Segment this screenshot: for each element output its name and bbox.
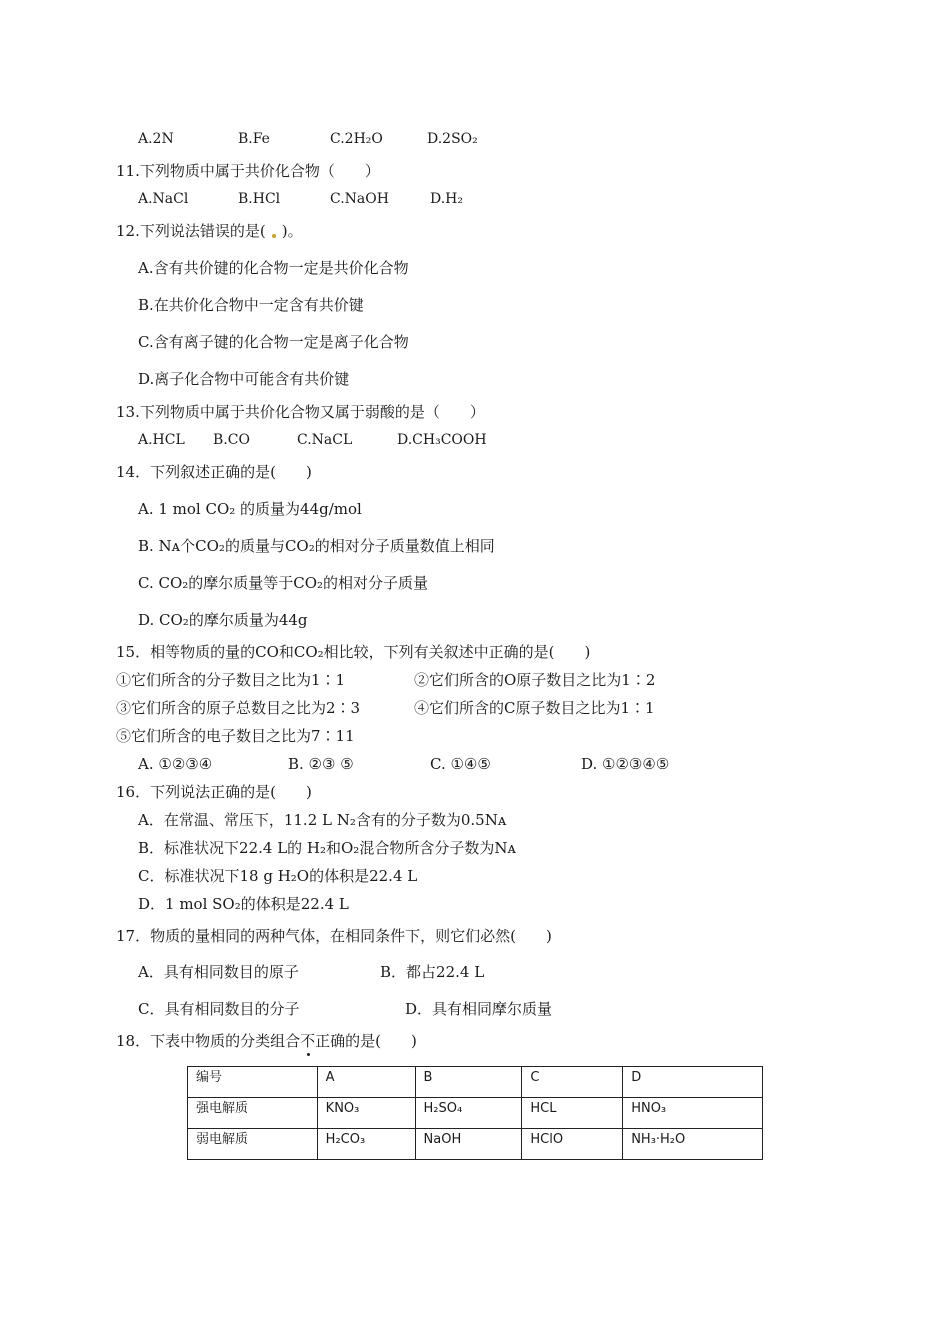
- q18-stem-emphasis: 不: [300, 1032, 316, 1050]
- q15-statement-3: ③它们所含的原子总数目之比为2∶3: [116, 699, 361, 717]
- q17-option-b: B．都占22.4 L: [380, 963, 485, 981]
- q14-option-c: C. CO₂的摩尔质量等于CO₂的相对分子质量: [138, 574, 429, 592]
- q18-stem-start: 18．下表中物质的分类组合: [116, 1032, 301, 1050]
- ink-dot-mark: [272, 234, 276, 238]
- q13-option-a: A.HCL: [138, 432, 185, 448]
- q15-statement-1: ①它们所含的分子数目之比为1∶1: [116, 671, 346, 689]
- q11-option-c: C.NaOH: [330, 191, 389, 207]
- q11-option-a: A.NaCl: [138, 191, 189, 207]
- table-cell: H₂CO₃: [317, 1129, 415, 1160]
- q16-option-d: D．1 mol SO₂的体积是22.4 L: [138, 895, 349, 913]
- q16-option-a: A．在常温、常压下，11.2 L N₂含有的分子数为0.5Nᴀ: [138, 811, 507, 829]
- q15-statement-2: ②它们所含的O原子数目之比为1∶2: [414, 671, 656, 689]
- q15-option-d: D. ①②③④⑤: [581, 755, 670, 773]
- q13-option-d: D.CH₃COOH: [397, 432, 487, 448]
- q14-option-b: B. Nᴀ个CO₂的质量与CO₂的相对分子质量数值上相同: [138, 537, 495, 555]
- q10-option-a: A.2N: [138, 131, 174, 147]
- q16-stem: 16．下列说法正确的是( ): [116, 783, 312, 801]
- q17-option-a: A．具有相同数目的原子: [138, 963, 299, 981]
- q15-statement-5: ⑤它们所含的电子数目之比为7∶11: [116, 727, 355, 745]
- table-header-row: [188, 1067, 763, 1098]
- q10-option-c: C.2H₂O: [330, 131, 383, 147]
- q12-stem-start: 12.下列说法错误的是(: [116, 222, 266, 240]
- q12-option-b: B.在共价化合物中一定含有共价键: [138, 296, 364, 314]
- table-cell: NH₃·H₂O: [623, 1129, 763, 1160]
- table-cell: KNO₃: [317, 1098, 415, 1129]
- table-cell: NaOH: [415, 1129, 522, 1160]
- q15-option-c: C. ①④⑤: [430, 755, 491, 773]
- q12-option-c: C.含有离子键的化合物一定是离子化合物: [138, 333, 409, 351]
- table-row: [188, 1098, 763, 1129]
- q15-option-a: A. ①②③④: [138, 755, 213, 773]
- q15-stem: 15．相等物质的量的CO和CO₂相比较，下列有关叙述中正确的是( ): [116, 643, 591, 661]
- q16-option-b: B．标准状况下22.4 L的 H₂和O₂混合物所含分子数为Nᴀ: [138, 839, 516, 857]
- q15-statement-4: ④它们所含的C原子数目之比为1∶1: [414, 699, 655, 717]
- q12-option-a: A.含有共价键的化合物一定是共价化合物: [138, 259, 409, 277]
- q11-option-b: B.HCl: [238, 191, 281, 207]
- q16-option-c: C．标准状况下18 g H₂O的体积是22.4 L: [138, 867, 418, 885]
- table-header-cell: 编号: [188, 1067, 318, 1098]
- classification-table: [187, 1066, 763, 1160]
- table-header-cell: C: [522, 1067, 623, 1098]
- q17-stem: 17．物质的量相同的两种气体，在相同条件下，则它们必然( ): [116, 927, 552, 945]
- q15-option-b: B. ②③ ⑤: [288, 755, 354, 773]
- q13-option-c: C.NaCL: [297, 432, 353, 448]
- table-row: [188, 1129, 763, 1160]
- q12-stem: [116, 221, 303, 241]
- q17-option-c: C．具有相同数目的分子: [138, 1000, 300, 1018]
- q12-option-d: D.离子化合物中可能含有共价键: [138, 370, 350, 388]
- table-cell: HNO₃: [623, 1098, 763, 1129]
- q14-option-a: A. 1 mol CO₂ 的质量为44g/mol: [138, 500, 362, 518]
- q11-stem: 11.下列物质中属于共价化合物（ ）: [116, 162, 380, 180]
- table-cell: HCL: [522, 1098, 623, 1129]
- q13-option-b: B.CO: [213, 432, 250, 448]
- q12-stem-end: )。: [281, 222, 303, 240]
- table-cell: HClO: [522, 1129, 623, 1160]
- q14-option-d: D. CO₂的摩尔质量为44g: [138, 611, 308, 629]
- q11-option-d: D.H₂: [430, 191, 463, 207]
- q18-stem-end: 正确的是( ): [315, 1032, 417, 1050]
- q10-option-d: D.2SO₂: [427, 131, 478, 147]
- q17-option-d: D．具有相同摩尔质量: [405, 1000, 553, 1018]
- table-cell: H₂SO₄: [415, 1098, 522, 1129]
- table-header-cell: A: [317, 1067, 415, 1098]
- table-cell: 弱电解质: [188, 1129, 318, 1160]
- q10-option-b: B.Fe: [238, 131, 270, 147]
- table-header-cell: D: [623, 1067, 763, 1098]
- q18-stem: [116, 1031, 417, 1051]
- table-header-cell: B: [415, 1067, 522, 1098]
- q14-stem: 14．下列叙述正确的是( ): [116, 463, 312, 481]
- table-cell: 强电解质: [188, 1098, 318, 1129]
- q13-stem: 13.下列物质中属于共价化合物又属于弱酸的是（ ）: [116, 403, 485, 421]
